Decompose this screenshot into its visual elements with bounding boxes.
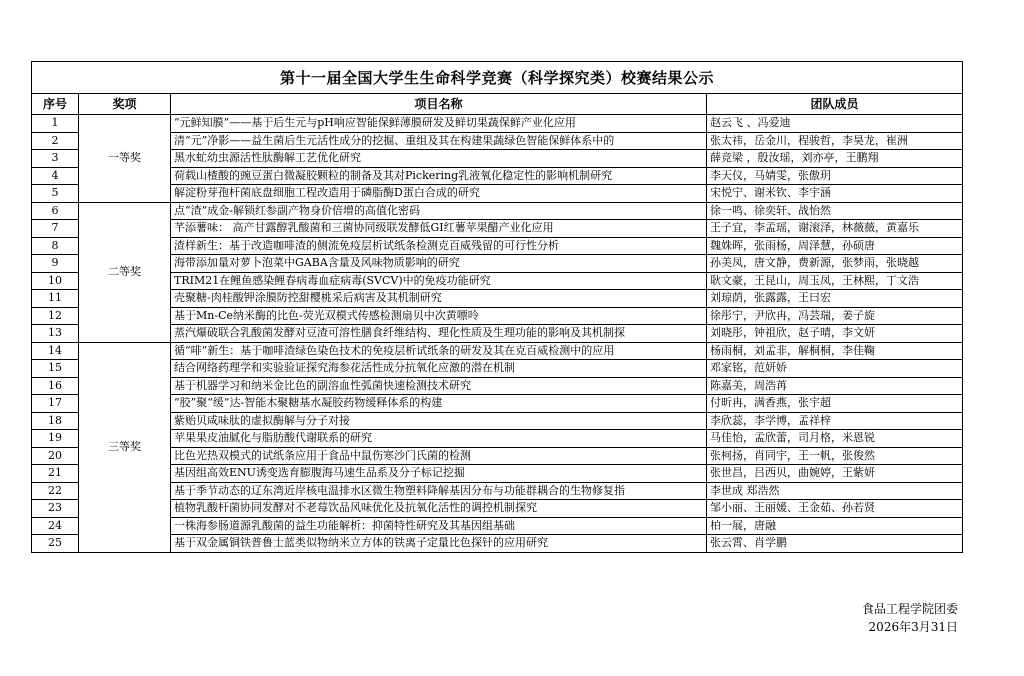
- row-number: 11: [32, 290, 79, 308]
- table-row: [32, 325, 963, 343]
- row-number: 3: [32, 150, 79, 168]
- project-name: TRIM21在鲤鱼感染鲤春病毒血症病毒(SVCV)中的免疫功能研究: [171, 272, 707, 290]
- table-row: [32, 290, 963, 308]
- table-row: [32, 430, 963, 448]
- footer: [862, 600, 958, 636]
- row-number: 15: [32, 360, 79, 378]
- table-row: [32, 167, 963, 185]
- project-name: 基于Mn-Ce纳米酶的比色-荧光双模式传感检测扇贝中次黄嘌呤: [171, 307, 707, 325]
- project-name: “胶”聚“缓”达-智能木聚糖基水凝胶药物缓释体系的构建: [171, 395, 707, 413]
- row-number: 1: [32, 115, 79, 133]
- team-members: 宋悦宁、谢米钦、李宇涵: [707, 185, 963, 203]
- table-row: [32, 482, 963, 500]
- table-row: [32, 237, 963, 255]
- award-cell: 一等奖: [79, 115, 171, 203]
- team-members: 孙美凤，唐文静，费新源，张梦雨，张晓越: [707, 255, 963, 273]
- header-award: 奖项: [79, 94, 171, 115]
- project-name: 荷载山楂酸的豌豆蛋白微凝胶颗粒的制备及其对Pickering乳液氧化稳定性的影响机制研究: [171, 167, 707, 185]
- team-members: 李世成 郑浩然: [707, 482, 963, 500]
- table-row: [32, 255, 963, 273]
- row-number: 2: [32, 132, 79, 150]
- project-name: 植物乳酸杆菌协同发酵对不老莓饮品风味优化及抗氧化活性的调控机制探究: [171, 500, 707, 518]
- project-name: 黑水虻幼虫源活性肽酶解工艺优化研究: [171, 150, 707, 168]
- project-name: 渣样新生：基于改造咖啡渣的侧流免疫层析试纸条检测克百威残留的可行性分析: [171, 237, 707, 255]
- team-members: 刘晓彤，钟祖欣，赵子晴，李文妍: [707, 325, 963, 343]
- header-row: [32, 94, 963, 115]
- team-members: 王子宜，李孟瑶，谢滚泽，林薇薇，黄嘉乐: [707, 220, 963, 238]
- project-name: 点“渣”成金-解锁红参副产物身价倍增的高值化密码: [171, 202, 707, 220]
- project-name: 海带添加量对萝卜泡菜中GABA含量及风味物质影响的研究: [171, 255, 707, 273]
- footer-date: 2026年3月31日: [868, 620, 958, 634]
- row-number: 14: [32, 342, 79, 360]
- project-name: 一株海参肠道源乳酸菌的益生功能解析：抑菌特性研究及其基因组基础: [171, 517, 707, 535]
- table-row: [32, 465, 963, 483]
- table-row: [32, 395, 963, 413]
- table-row: [32, 202, 963, 220]
- project-name: 苹果果皮油腻化与脂肪酸代谢联系的研究: [171, 430, 707, 448]
- project-name: 壳聚糖-肉桂酸钾涂膜防控甜樱桃采后病害及其机制研究: [171, 290, 707, 308]
- team-members: 张云霄、肖学鹏: [707, 535, 963, 553]
- table-row: [32, 535, 963, 553]
- row-number: 6: [32, 202, 79, 220]
- team-members: 刘琼荫，张露露，王曰宏: [707, 290, 963, 308]
- table-row: [32, 517, 963, 535]
- team-members: 李欣蕊，李学博，孟祥梓: [707, 412, 963, 430]
- results-table: [31, 61, 963, 553]
- table-body: [32, 115, 963, 553]
- row-number: 7: [32, 220, 79, 238]
- row-number: 12: [32, 307, 79, 325]
- table-row: [32, 360, 963, 378]
- table-row: [32, 220, 963, 238]
- row-number: 9: [32, 255, 79, 273]
- row-number: 19: [32, 430, 79, 448]
- row-number: 25: [32, 535, 79, 553]
- team-members: 徐彤宁，尹欣冉，冯芸瑞，姜子旋: [707, 307, 963, 325]
- row-number: 4: [32, 167, 79, 185]
- table-row: [32, 115, 963, 133]
- project-name: 循“啡”新生：基于咖啡渣绿色染色技术的免疫层析试纸条的研发及其在克百威检测中的应用: [171, 342, 707, 360]
- table-row: [32, 377, 963, 395]
- team-members: 张世昌，吕西贝，曲婉婷，王紫妍: [707, 465, 963, 483]
- team-members: 马佳怡，孟欣蕾，司月格，米恩锐: [707, 430, 963, 448]
- table-row: [32, 447, 963, 465]
- project-name: 结合网络药理学和实验验证探究海参花活性成分抗氧化应激的潜在机制: [171, 360, 707, 378]
- row-number: 20: [32, 447, 79, 465]
- project-name: “元鲜知膜”——基于后生元与pH响应智能保鲜薄膜研发及鲜切果蔬保鲜产业化应用: [171, 115, 707, 133]
- team-members: 邓家铭，范妍娇: [707, 360, 963, 378]
- header-team: 团队成员: [707, 94, 963, 115]
- table-row: [32, 272, 963, 290]
- team-members: 赵云飞 、冯爱迪: [707, 115, 963, 133]
- table-row: [32, 500, 963, 518]
- table-row: [32, 150, 963, 168]
- row-number: 17: [32, 395, 79, 413]
- table-row: [32, 412, 963, 430]
- team-members: 张柯扬，肖同宇，王一帆，张俊然: [707, 447, 963, 465]
- team-members: 陈嘉美，周浩苒: [707, 377, 963, 395]
- team-members: 张太祎，岳金川，程骏哲，李昊龙，崔洲: [707, 132, 963, 150]
- row-number: 8: [32, 237, 79, 255]
- project-name: 芊添薯味： 高产甘露醇乳酸菌和三菌协同级联发酵低GI红薯苹果醋产业化应用: [171, 220, 707, 238]
- row-number: 10: [32, 272, 79, 290]
- team-members: 邹小丽、王丽媛、王金茹、孙若贤: [707, 500, 963, 518]
- team-members: 柏一展，唐融: [707, 517, 963, 535]
- project-name: 蒸汽爆破联合乳酸菌发酵对豆渣可溶性膳食纤维结构、理化性质及生理功能的影响及其机制探: [171, 325, 707, 343]
- row-number: 21: [32, 465, 79, 483]
- row-number: 13: [32, 325, 79, 343]
- row-number: 24: [32, 517, 79, 535]
- award-cell: 二等奖: [79, 202, 171, 342]
- header-no: 序号: [32, 94, 79, 115]
- project-name: 基于双金属铜铁普鲁士蓝类似物纳米立方体的铁离子定量比色探针的应用研究: [171, 535, 707, 553]
- row-number: 16: [32, 377, 79, 395]
- project-name: 基于季节动态的辽东湾近岸核电温排水区微生物塑料降解基因分布与功能群耦合的生物修复指: [171, 482, 707, 500]
- table-row: [32, 342, 963, 360]
- team-members: 耿文豪，王昆山，周玉凤，王林熙，丁文浩: [707, 272, 963, 290]
- project-name: 紫贻贝咸味肽的虚拟酶解与分子对接: [171, 412, 707, 430]
- team-members: 李天仪，马婧雯，张傲玥: [707, 167, 963, 185]
- team-members: 杨雨桐，刘孟非，解桐桐，李佳鞠: [707, 342, 963, 360]
- table-row: [32, 307, 963, 325]
- team-members: 徐一鸣、徐奕轩、战怡然: [707, 202, 963, 220]
- project-name: 比色光热双模式的试纸条应用于食品中鼠伤寒沙门氏菌的检测: [171, 447, 707, 465]
- project-name: 清“元”净影——益生菌后生元活性成分的挖掘、重组及其在构建果蔬绿色智能保鲜体系中的: [171, 132, 707, 150]
- project-name: 基因组高效ENU诱变选育膨腹海马速生品系及分子标记挖掘: [171, 465, 707, 483]
- row-number: 5: [32, 185, 79, 203]
- award-cell: 三等奖: [79, 342, 171, 552]
- project-name: 基于机器学习和纳米金比色的副溶血性弧菌快速检测技术研究: [171, 377, 707, 395]
- row-number: 23: [32, 500, 79, 518]
- table-title: 第十一届全国大学生生命科学竞赛（科学探究类）校赛结果公示: [32, 62, 963, 94]
- team-members: 薛竞梁 ，殷汝瑶，刘亦亭，王鹏翔: [707, 150, 963, 168]
- footer-org: 食品工程学院团委: [861, 602, 958, 616]
- team-members: 付昕冉，满香燕，张宇超: [707, 395, 963, 413]
- row-number: 18: [32, 412, 79, 430]
- table-row: [32, 185, 963, 203]
- header-project: 项目名称: [171, 94, 707, 115]
- team-members: 魏姝晖，张雨杨，周泽慧，孙硕唐: [707, 237, 963, 255]
- table-row: [32, 132, 963, 150]
- project-name: 解淀粉芽孢杆菌底盘细胞工程改造用于磷脂酶D蛋白合成的研究: [171, 185, 707, 203]
- row-number: 22: [32, 482, 79, 500]
